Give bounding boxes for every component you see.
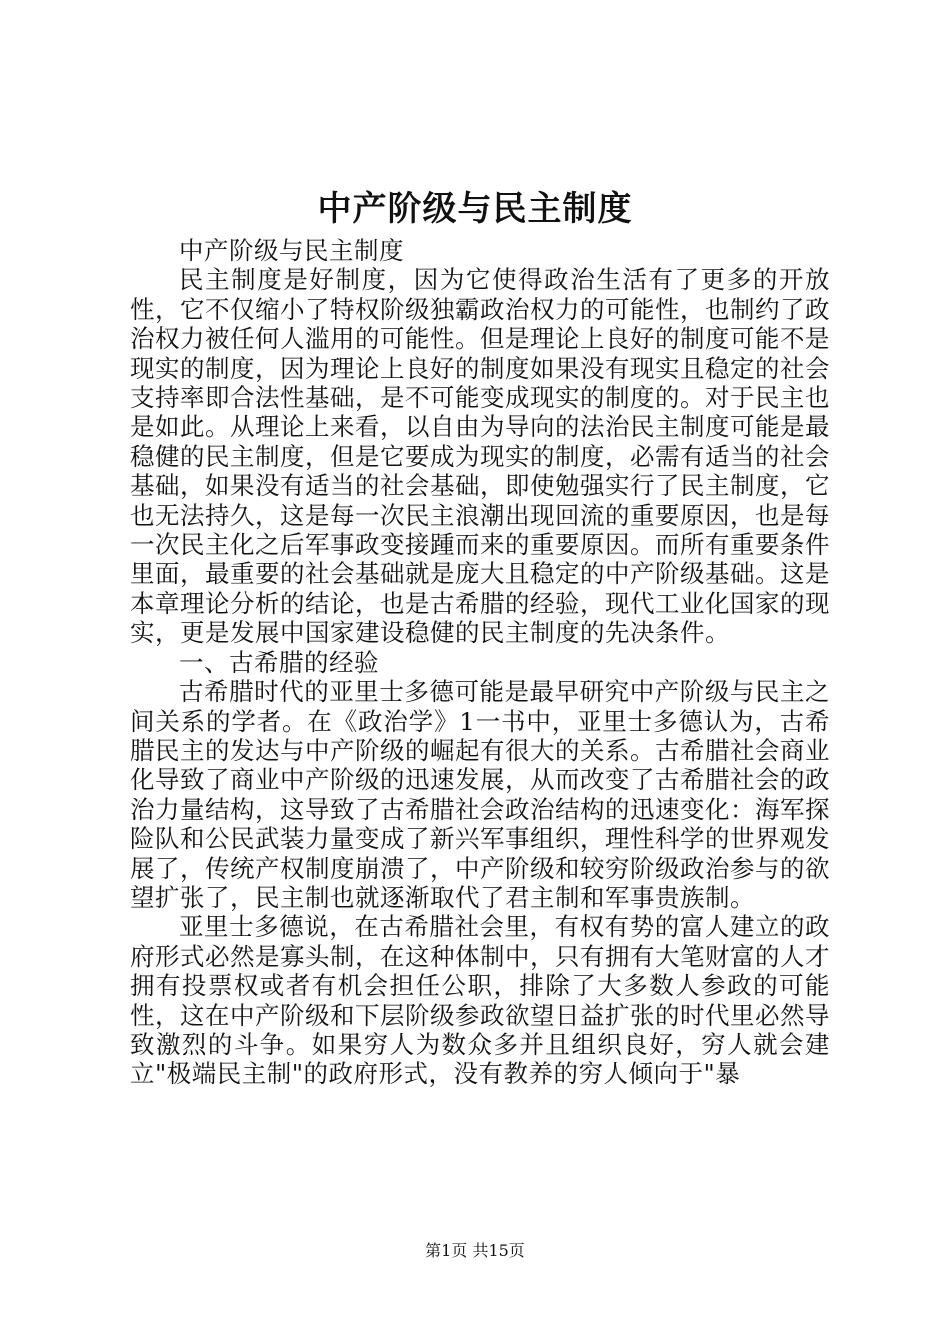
document-body [130,236,830,1089]
body-paragraph: 古希腊时代的亚里士多德可能是最早研究中产阶级与民主之间关系的学者。在《政治学》1一书中，亚里士多德认为，古希腊民主的发达与中产阶级的崛起有很大的关系。古希腊社会商业化导致了商业中产阶级的迅速发展，从而改变了古希腊社会的政治力量结构，这导致了古希腊社会政治结构的迅速变化：海军探险队和公民武装力量变成了新兴军事组织，理性科学的世界观发展了，传统产权制度崩溃了，中产阶级和较穷阶级政治参与的欲望扩张了，民主制也就逐渐取代了君主制和军事贵族制。 [130,677,830,912]
document-title: 中产阶级与民主制度 [317,189,633,229]
section-heading: 一、古希腊的经验 [179,647,379,677]
subtitle-paragraph: 中产阶级与民主制度 [179,236,404,265]
page-number-footer: 第1页 共15页 [425,1241,525,1260]
body-paragraph: 民主制度是好制度，因为它使得政治生活有了更多的开放性，它不仅缩小了特权阶级独霸政治权力的可能性，也制约了政治权力被任何人滥用的可能性。但是理论上良好的制度可能不是现实的制度，因为理论上良好的制度如果没有现实且稳定的社会支持率即合法性基础，是不可能变成现实的制度的。对于民主也是如此。从理论上来看，以自由为导向的法治民主制度可能是最稳健的民主制度，但是它要成为现实的制度，必需有适当的社会基础，如果没有适当的社会基础，即使勉强实行了民主制度，它也无法持久，这是每一次民主浪潮出现回流的重要原因，也是每一次民主化之后军事政变接踵而来的重要原因。而所有重要条件里面，最重要的社会基础就是庞大且稳定的中产阶级基础。这是本章理论分析的结论，也是古希腊的经验，现代工业化国家的现实，更是发展中国家建设稳健的民主制度的先决条件。 [130,265,830,648]
body-paragraph: 亚里士多德说，在古希腊社会里，有权有势的富人建立的政府形式必然是寡头制，在这种体制中，只有拥有大笔财富的人才拥有投票权或者有机会担任公职，排除了大多数人参政的可能性，这在中产阶级和下层阶级参政欲望日益扩张的时代里必然导致激烈的斗争。如果穷人为数众多并且组织良好，穷人就会建立"极端民主制"的政府形式，没有教养的穷人倾向于"暴 [130,912,830,1089]
